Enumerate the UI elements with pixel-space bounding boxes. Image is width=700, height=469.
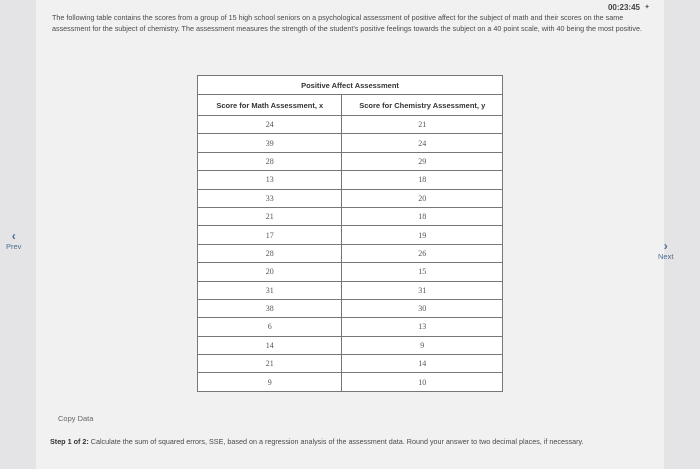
- table-row: [198, 207, 503, 225]
- next-label: Next: [658, 252, 674, 261]
- table-row: [198, 355, 503, 373]
- intro-text: The following table contains the scores from a group of 15 high school seniors on a psychological assessment of positive affect for the subject of math and their scores on the same assessment for the subject of chemistry. The assessment measures the strength of the student's positive feelings towards the subject on a 40 point scale, with 40 being the most positive.: [52, 13, 642, 33]
- table-row: [198, 152, 503, 170]
- table-row: [198, 299, 503, 317]
- cell-y: 31: [342, 281, 503, 299]
- cell-x: 28: [198, 244, 342, 262]
- cell-x: 38: [198, 299, 342, 317]
- step-instructions: [50, 436, 640, 447]
- cell-y: 18: [342, 207, 503, 225]
- table-row: [198, 134, 503, 152]
- table-row: [198, 171, 503, 189]
- cell-y: 10: [342, 373, 503, 391]
- cell-x: 28: [198, 152, 342, 170]
- table-row: [198, 318, 503, 336]
- table-row: [198, 281, 503, 299]
- table-row: [198, 263, 503, 281]
- prev-label: Prev: [6, 242, 22, 251]
- cell-y: 24: [342, 134, 503, 152]
- step-text: Calculate the sum of squared errors, SSE, based on a regression analysis of the assessment data. Round your answer to two decimal places, if necessary.: [90, 437, 584, 446]
- table-super-header: Positive Affect Assessment: [198, 76, 503, 95]
- table-row: [198, 226, 503, 244]
- cell-x: 17: [198, 226, 342, 244]
- table-row: [198, 244, 503, 262]
- column-header-y: Score for Chemistry Assessment, y: [342, 95, 503, 116]
- cell-y: 15: [342, 263, 503, 281]
- cell-x: 21: [198, 207, 342, 225]
- table-row: [198, 336, 503, 354]
- table-row: [198, 373, 503, 391]
- prev-button[interactable]: [6, 230, 21, 251]
- column-header-x: Score for Math Assessment, x: [198, 95, 342, 116]
- table-row: [198, 189, 503, 207]
- copy-data-link[interactable]: Copy Data: [58, 414, 94, 423]
- cell-x: 24: [198, 116, 342, 134]
- pin-icon[interactable]: ✦: [644, 4, 650, 11]
- cell-x: 14: [198, 336, 342, 354]
- cell-x: 6: [198, 318, 342, 336]
- cell-y: 13: [342, 318, 503, 336]
- cell-x: 21: [198, 355, 342, 373]
- cell-x: 33: [198, 189, 342, 207]
- cell-y: 9: [342, 336, 503, 354]
- cell-y: 26: [342, 244, 503, 262]
- timer: 00:23:45: [607, 3, 640, 12]
- cell-y: 14: [342, 355, 503, 373]
- chevron-right-icon: ›: [663, 239, 668, 253]
- cell-y: 29: [342, 152, 503, 170]
- cell-y: 30: [342, 299, 503, 317]
- step-label: Step 1 of 2:: [50, 437, 89, 446]
- chevron-left-icon: ‹: [11, 229, 16, 243]
- data-table: [197, 75, 503, 392]
- cell-x: 39: [198, 134, 342, 152]
- cell-y: 20: [342, 189, 503, 207]
- cell-y: 19: [342, 226, 503, 244]
- cell-x: 20: [198, 263, 342, 281]
- cell-y: 21: [342, 116, 503, 134]
- cell-x: 31: [198, 281, 342, 299]
- cell-y: 18: [342, 171, 503, 189]
- cell-x: 9: [198, 373, 342, 391]
- cell-x: 13: [198, 171, 342, 189]
- table-row: [198, 116, 503, 134]
- next-button[interactable]: [658, 240, 673, 261]
